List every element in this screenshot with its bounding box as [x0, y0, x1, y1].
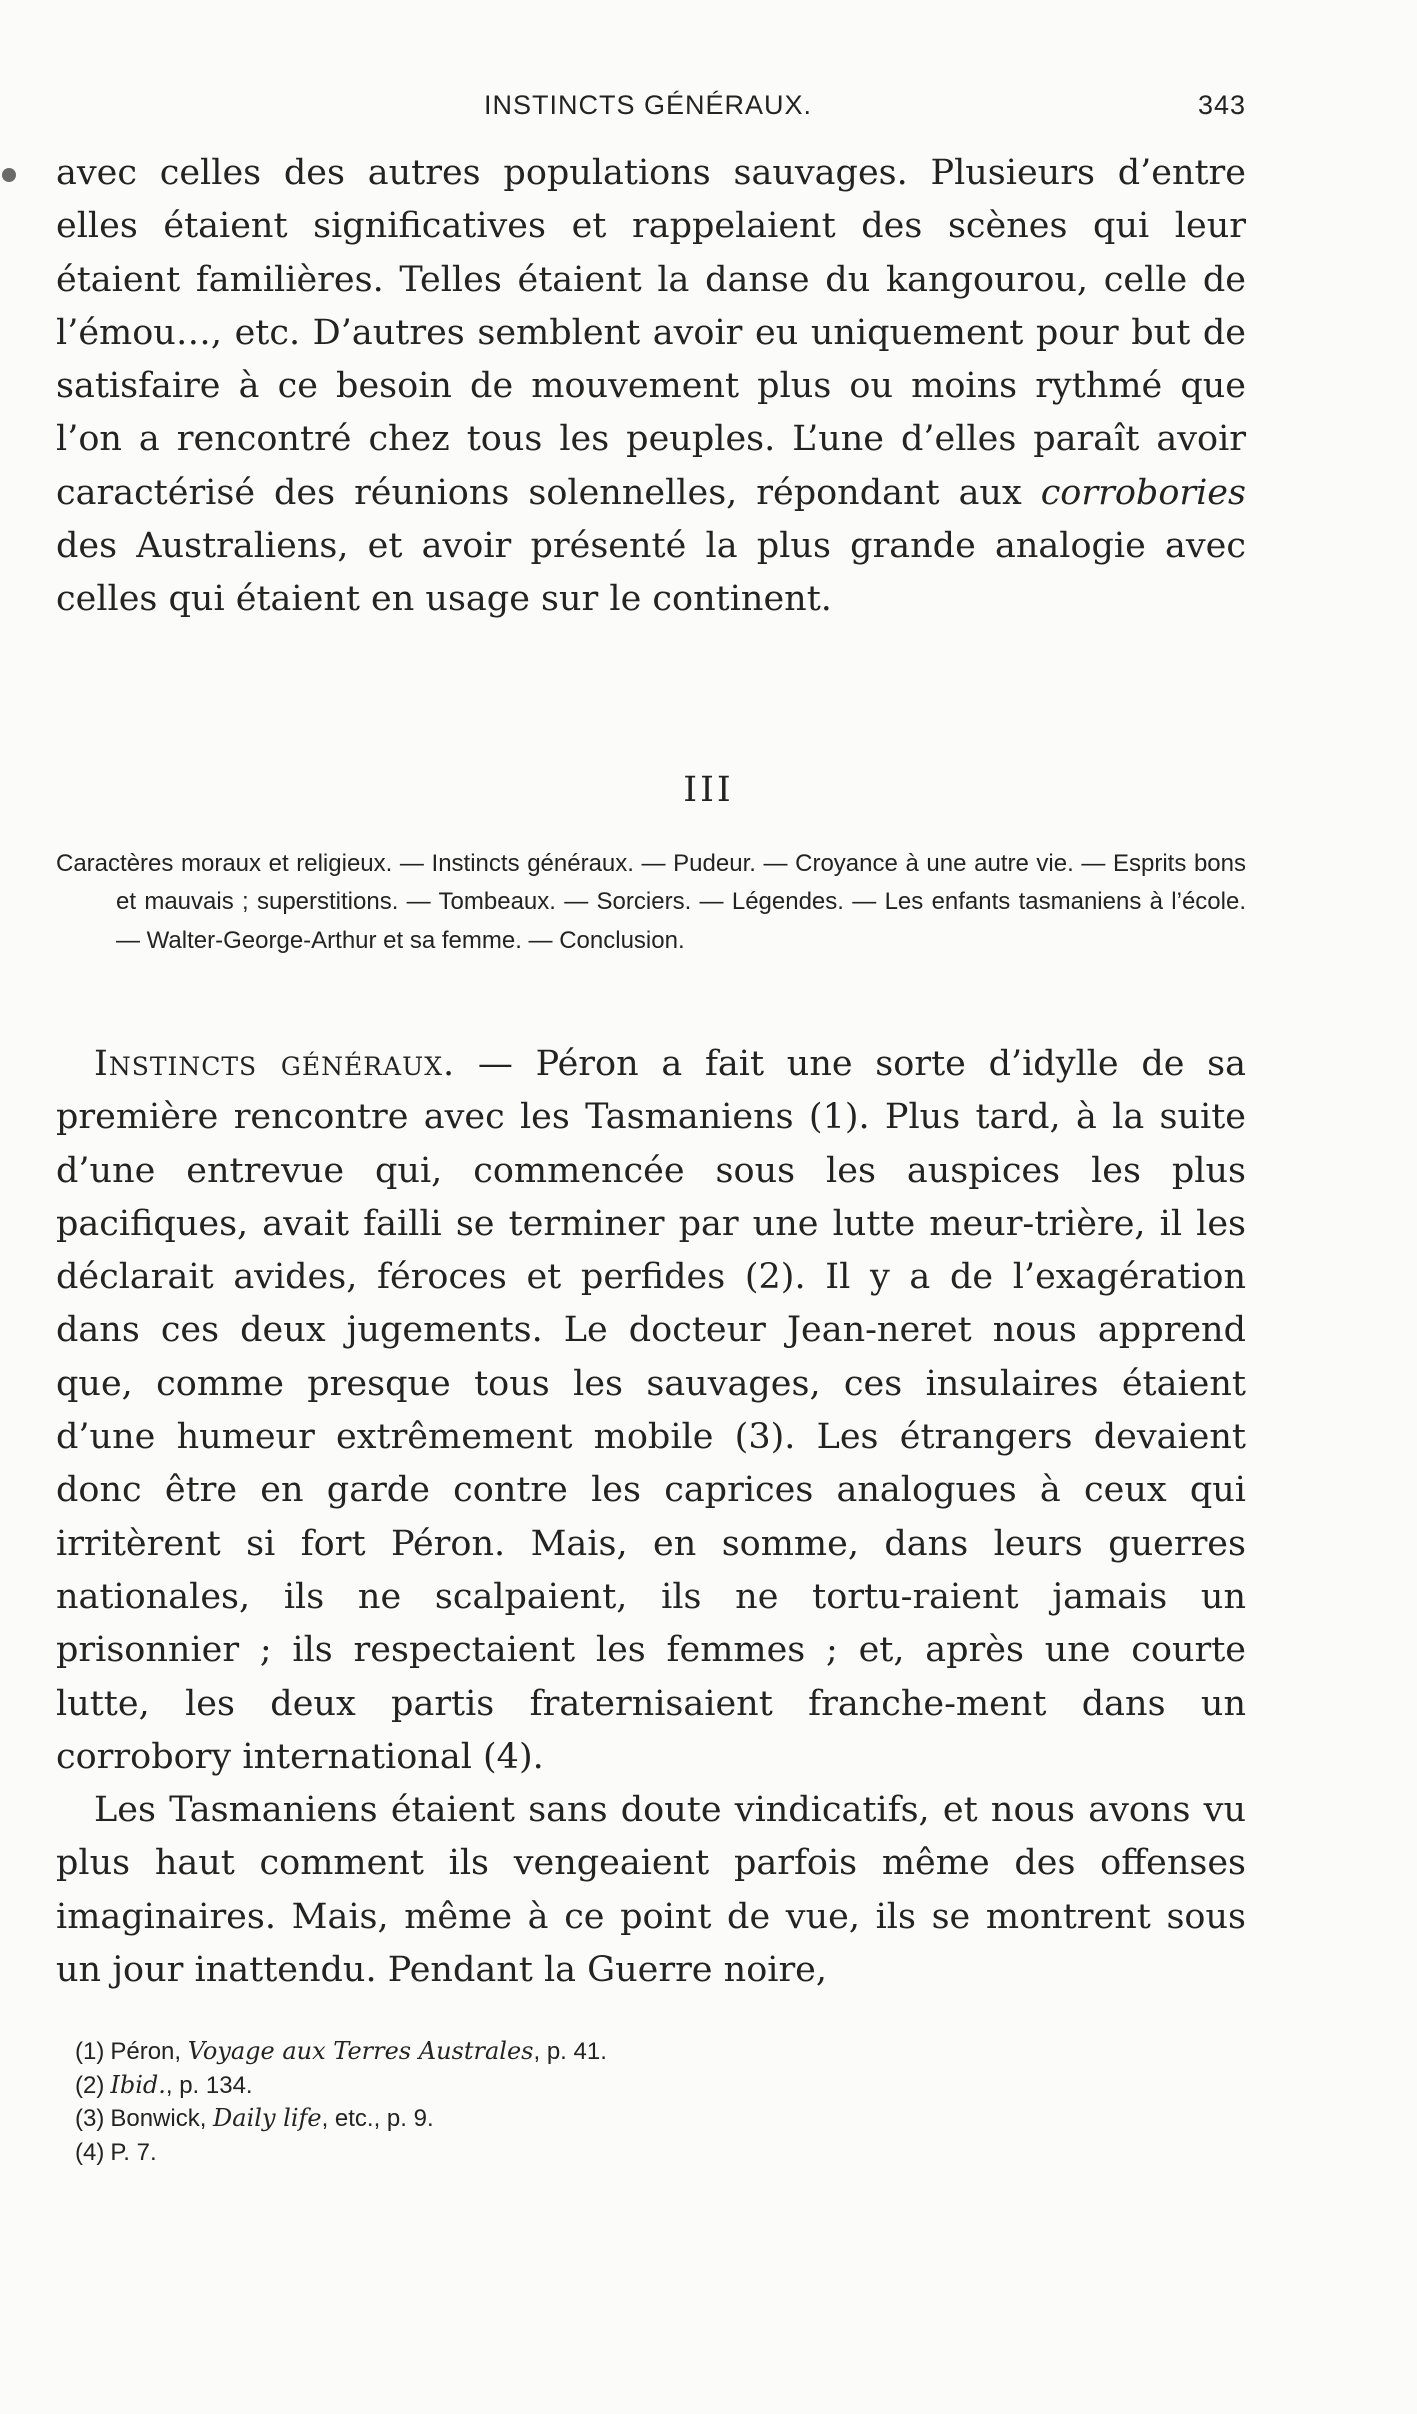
footnote [75, 2069, 1225, 2103]
footnote [75, 2136, 1225, 2170]
body-paragraph [56, 147, 1246, 627]
paragraph-lead: Instincts généraux. [94, 1044, 456, 1084]
section-summary [56, 845, 1246, 960]
summary-first-line: Caractères moraux et religieux. — Instincts généraux. — Pudeur. — Croyance à une [56, 850, 967, 877]
running-head [56, 90, 1246, 130]
section-body [56, 1038, 1246, 1997]
footnote [75, 2035, 1225, 2069]
footnote-text: , p. 41. [533, 2038, 607, 2065]
paragraph-text: — Péron a fait une sorte d’idylle de sa première rencontre avec les Tasmaniens (1). Plus tard, à la suite d’une entrevue qui, commencée sous les auspices les plus pacifiques, avait failli se terminer par une lutte meur-trière, il les déclarait avides, féroces et perfides (2). Il y a de l’exagération dans ces deux jugements. Le docteur Jean-neret nous apprend que, comme presque tous les sauvages, ces insulaires étaient d’une humeur extrêmement mobile (3). Les étrangers devaient donc être en garde contre les caprices analogues à ceux qui irritèrent si fort Péron. Mais, en somme, dans leurs guerres nationales, ils ne scalpaient, ils ne tortu-raient jamais un prisonnier ; ils respectaient les femmes ; et, après une courte lutte, les deux partis fraternisaient franche-ment dans un corrobory international (4). [56, 1044, 1246, 1777]
footnote-number: (1) [75, 2038, 105, 2065]
footnotes [75, 2035, 1225, 2169]
footnote-work-title: Ibid. [110, 2070, 166, 2099]
body-paragraph [56, 1038, 1246, 1784]
paragraph-text: avec celles des autres populations sauvages. Plusieurs d’entre elles étaient significatives et rappelaient des scènes qui leur étaient familières. Telles étaient la danse du kangourou, celle de l’émou…, etc. D’autres semblent avoir eu uniquement pour but de satisfaire à ce besoin de mouvement plus ou moins rythmé que l’on a rencontré chez tous les peuples. L’une d’elles paraît avoir caractérisé des réunions solennelles, répondant aux [56, 153, 1246, 513]
footnote-work-title: Voyage aux Terres Australes [187, 2037, 534, 2065]
footnote-text: , p. 134. [165, 2071, 253, 2099]
footnote-text: P. 7. [110, 2138, 157, 2166]
page-number: 343 [1197, 90, 1246, 120]
summary-rest: autre vie. — Esprits bons et mauvais ; superstitions. — Tombeaux. — Sorciers. — Légendes. — Les enfants tasmaniens à l’école. — Walter-George-Arthur et sa femme. — Conclusion. [116, 850, 1247, 954]
footnote-number: (4) [75, 2138, 105, 2166]
footnote-number: (2) [75, 2071, 105, 2099]
footnote-text: Bonwick, [110, 2105, 214, 2132]
paragraph-continuation [56, 147, 1246, 627]
italic-term: corrobories [1040, 472, 1246, 513]
paragraph-text: Les Tasmaniens étaient sans doute vindicatifs, et nous avons vu plus haut comment ils vengeaient parfois même des offenses imaginaires. Mais, même à ce point de vue, ils se montrent sous un jour inattendu. Pendant la Guerre noire, [56, 1790, 1246, 1991]
body-paragraph [56, 1784, 1246, 1997]
running-title: INSTINCTS GÉNÉRAUX. [484, 90, 813, 120]
footnote-number: (3) [75, 2105, 105, 2132]
paragraph-text: des Australiens, et avoir présenté la plus grande analogie avec celles qui étaient en usage sur le continent. [56, 526, 1246, 620]
footnote-work-title: Daily life [213, 2104, 322, 2132]
footnote-text: , etc., p. 9. [321, 2105, 434, 2132]
footnote-text: Péron, [110, 2038, 188, 2065]
ink-stain [2, 168, 16, 182]
section-heading: III [683, 770, 734, 810]
footnote [75, 2102, 1225, 2136]
